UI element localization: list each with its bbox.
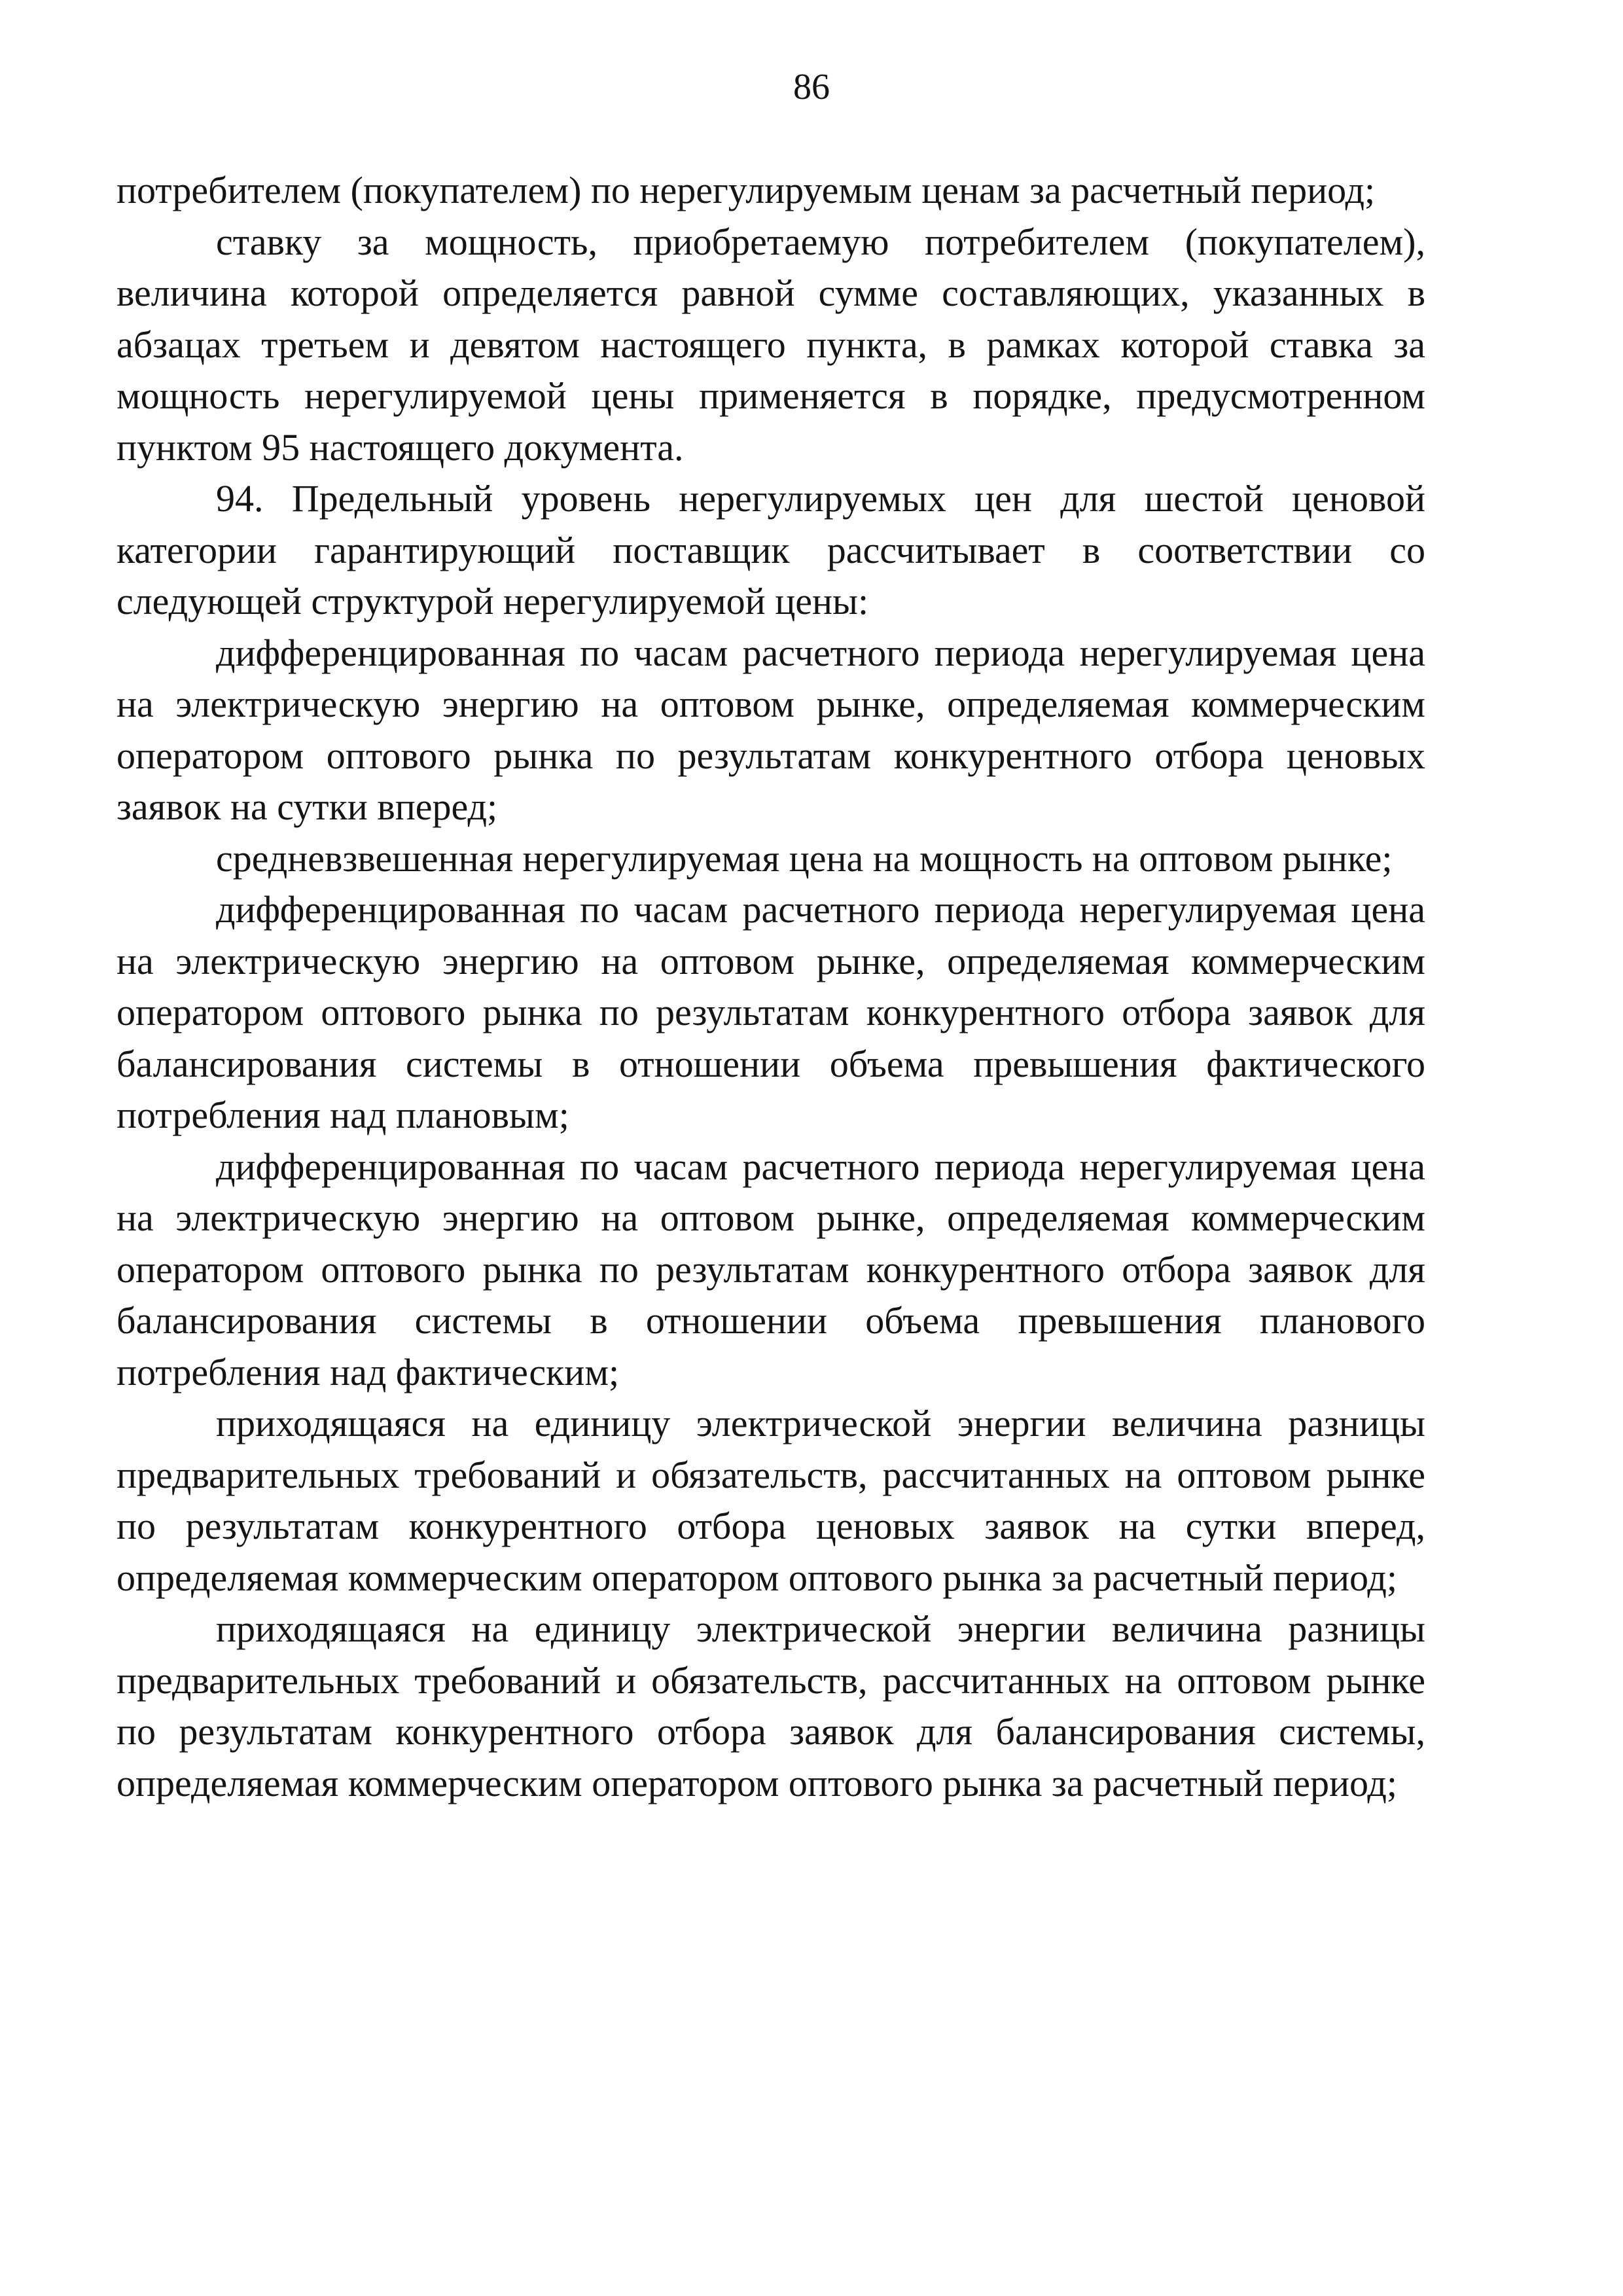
paragraph: дифференцированная по часам расчетного периода нерегулируемая цена на электрическую энергию на оптовом рынке, определяемая коммерческим оператором оптового рынка по результатам конкурентного отбора заявок для балансирования системы в отношении объема превышения планового потребления над фактическим;	[116, 1145, 1425, 1393]
paragraph: дифференцированная по часам расчетного периода нерегулируемая цена на электрическую энергию на оптовом рынке, определяемая коммерческим оператором оптового рынка по результатам конкурентного отбора заявок для балансирования системы в отношении объема превышения фактического потребления над плановым;	[116, 888, 1425, 1136]
paragraph-section-94: 94. Предельный уровень нерегулируемых цен для шестой ценовой категории гарантирующий поставщик рассчитывает в соответствии со следующей структурой нерегулируемой цены:	[116, 477, 1425, 622]
paragraph-continuation: потребителем (покупателем) по нерегулируемым ценам за расчетный период;	[116, 169, 1376, 211]
body-text	[116, 165, 1425, 1809]
paragraph: ставку за мощность, приобретаемую потребителем (покупателем), величина которой определяется равной сумме составляющих, указанных в абзацах третьем и девятом настоящего пункта, в рамках которой ставка за мощность нерегулируемой цены применяется в порядке, предусмотренном пунктом 95 настоящего документа.	[116, 220, 1425, 469]
paragraph: приходящаяся на единицу электрической энергии величина разницы предварительных требований и обязательств, рассчитанных на оптовом рынке по результатам конкурентного отбора ценовых заявок на сутки вперед, определяемая коммерческим оператором оптового рынка за расчетный период;	[116, 1402, 1425, 1599]
page-number: 86	[793, 67, 830, 107]
paragraph: приходящаяся на единицу электрической энергии величина разницы предварительных требований и обязательств, рассчитанных на оптовом рынке по результатам конкурентного отбора заявок для балансирования системы, определяемая коммерческим оператором оптового рынка за расчетный период;	[116, 1607, 1425, 1804]
paragraph: средневзвешенная нерегулируемая цена на мощность на оптовом рынке;	[216, 836, 1393, 880]
paragraph: дифференцированная по часам расчетного периода нерегулируемая цена на электрическую энергию на оптовом рынке, определяемая коммерческим оператором оптового рынка по результатам конкурентного отбора ценовых заявок на сутки вперед;	[116, 631, 1425, 828]
